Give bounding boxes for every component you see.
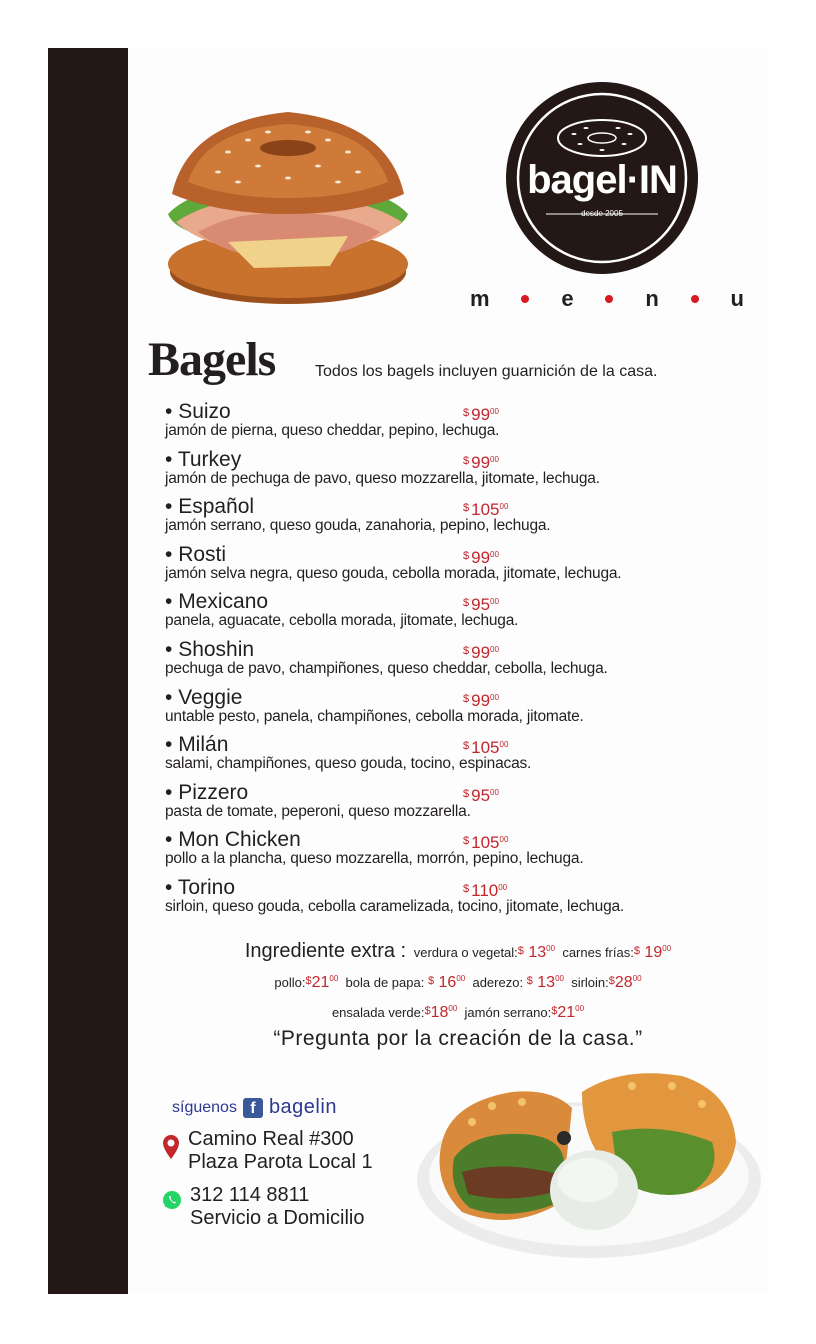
item-name: • Veggie [165,686,242,710]
menu-letter: u [730,286,744,311]
item-description: panela, aguacate, cebolla morada, jitomate, lechuga. [165,612,519,630]
item-price: $ $95^{00}$ [463,595,499,615]
logo-wordmark: bagel·IN [527,158,677,202]
extra-price: $ $13^{00}$ [517,944,556,961]
extra-label: aderezo: [472,975,524,990]
extra-label: verdura o vegetal: [413,945,518,960]
menu-item [165,876,765,924]
item-name: • Suizo [165,400,231,424]
item-name: • Shoshin [165,638,254,662]
item-description: jamón de pechuga de pavo, queso mozzarella, jitomate, lechuga. [165,469,600,487]
item-name: • Torino [165,876,235,900]
extra-label: ensalada verde: [331,1005,425,1020]
extra-price: $ $16^{00}$ [427,974,466,991]
facebook-handle[interactable]: bagelin [268,1096,337,1118]
item-description: jamón de pierna, queso cheddar, pepino, lechuga. [165,422,500,439]
address-line-2: Plaza Parota Local 1 [188,1151,373,1173]
menu-letter: n [645,286,659,311]
extra-price: $\$18^{00}$ [424,1004,458,1021]
side-bar [48,48,128,1294]
extras-row [148,936,768,966]
item-name: • Español [165,495,254,519]
extra-price: $ $19^{00}$ [633,944,672,961]
extras-section [148,936,768,1026]
item-price: $ $105^{00}$ [463,738,509,758]
item-name: • Pizzero [165,781,248,805]
section-title: Bagels [148,333,276,386]
item-price: $ $99^{00}$ [463,642,499,662]
menu-item [165,495,765,543]
extra-label: carnes frías: [562,945,634,960]
red-dot [691,295,699,303]
map-pin-icon [162,1134,180,1160]
item-name: • Rosti [165,543,226,567]
social-follow[interactable] [172,1096,337,1119]
plated-bagel-image [412,1062,766,1262]
item-price: $ $110^{00}$ [463,880,508,900]
phone-number[interactable]: 312 114 8811 [190,1184,310,1206]
menu-wordmark [470,286,744,312]
item-price: $ $95^{00}$ [463,785,499,805]
item-price: $ $105^{00}$ [463,500,509,520]
extra-label: sirloin: [571,975,609,990]
menu-item [165,638,765,686]
extras-row [148,966,768,996]
phone-block [162,1184,365,1230]
whatsapp-icon [162,1190,182,1210]
item-description: untable pesto, panela, champiñones, cebolla morada, jitomate. [165,707,584,725]
menu-item [165,733,765,781]
menu-item [165,543,765,591]
item-name: • Mon Chicken [165,828,301,852]
brand-logo [504,80,700,276]
extra-price: $\$28^{00}$ [608,974,642,991]
address-block [162,1128,373,1174]
item-description: pasta de tomate, peperoni, queso mozzarella. [165,802,471,820]
item-price: $ $99^{00}$ [463,405,499,424]
tagline: “Pregunta por la creación de la casa.” [273,1027,643,1050]
item-price: $ $99^{00}$ [463,547,499,567]
follow-label: síguenos [172,1098,237,1116]
item-price: $ $99^{00}$ [463,452,499,472]
item-name: • Mexicano [165,590,268,614]
item-price: $ $99^{00}$ [463,690,499,710]
bagel-sandwich-image [158,82,418,308]
extra-label: jamón serrano: [464,1005,552,1020]
menu-item [165,448,765,496]
extras-row [148,996,768,1026]
extra-label: bola de papa: [345,975,425,990]
item-description: pechuga de pavo, champiñones, queso cheddar, cebolla, lechuga. [165,659,608,677]
item-description: salami, champiñones, queso gouda, tocino, espinacas. [165,755,532,773]
extras-title: Ingrediente extra : [244,940,407,962]
item-price: $ $105^{00}$ [463,833,509,853]
menu-items [165,400,765,924]
menu-item [165,686,765,734]
menu-item [165,781,765,829]
red-dot [605,295,613,303]
extra-label: pollo: [274,975,306,990]
item-name: • Turkey [165,448,241,472]
item-description: jamón selva negra, queso gouda, cebolla morada, jitomate, lechuga. [165,564,622,582]
item-name: • Milán [165,733,228,757]
address-line-1: Camino Real #300 [188,1128,354,1150]
menu-letter: m [470,286,490,311]
menu-letter: e [561,286,574,311]
red-dot [521,295,529,303]
delivery-service: Servicio a Domicilio [190,1207,365,1229]
menu-item [165,590,765,638]
item-description: pollo a la plancha, queso mozzarella, morrón, pepino, lechuga. [165,850,584,868]
extra-price: $\$21^{00}$ [305,974,339,991]
item-description: jamón serrano, queso gouda, zanahoria, pepino, lechuga. [165,517,551,535]
extra-price: $ $13^{00}$ [526,974,564,991]
item-description: sirloin, queso gouda, cebolla caramelizada, tocino, jitomate, lechuga. [165,897,625,915]
menu-item [165,828,765,876]
extra-price: $\$21^{00}$ [551,1004,585,1021]
section-note: Todos los bagels incluyen guarnición de la casa. [315,363,658,380]
menu-item [165,400,765,448]
facebook-icon[interactable]: f [243,1098,263,1118]
logo-since: desde 2005 [581,209,623,218]
